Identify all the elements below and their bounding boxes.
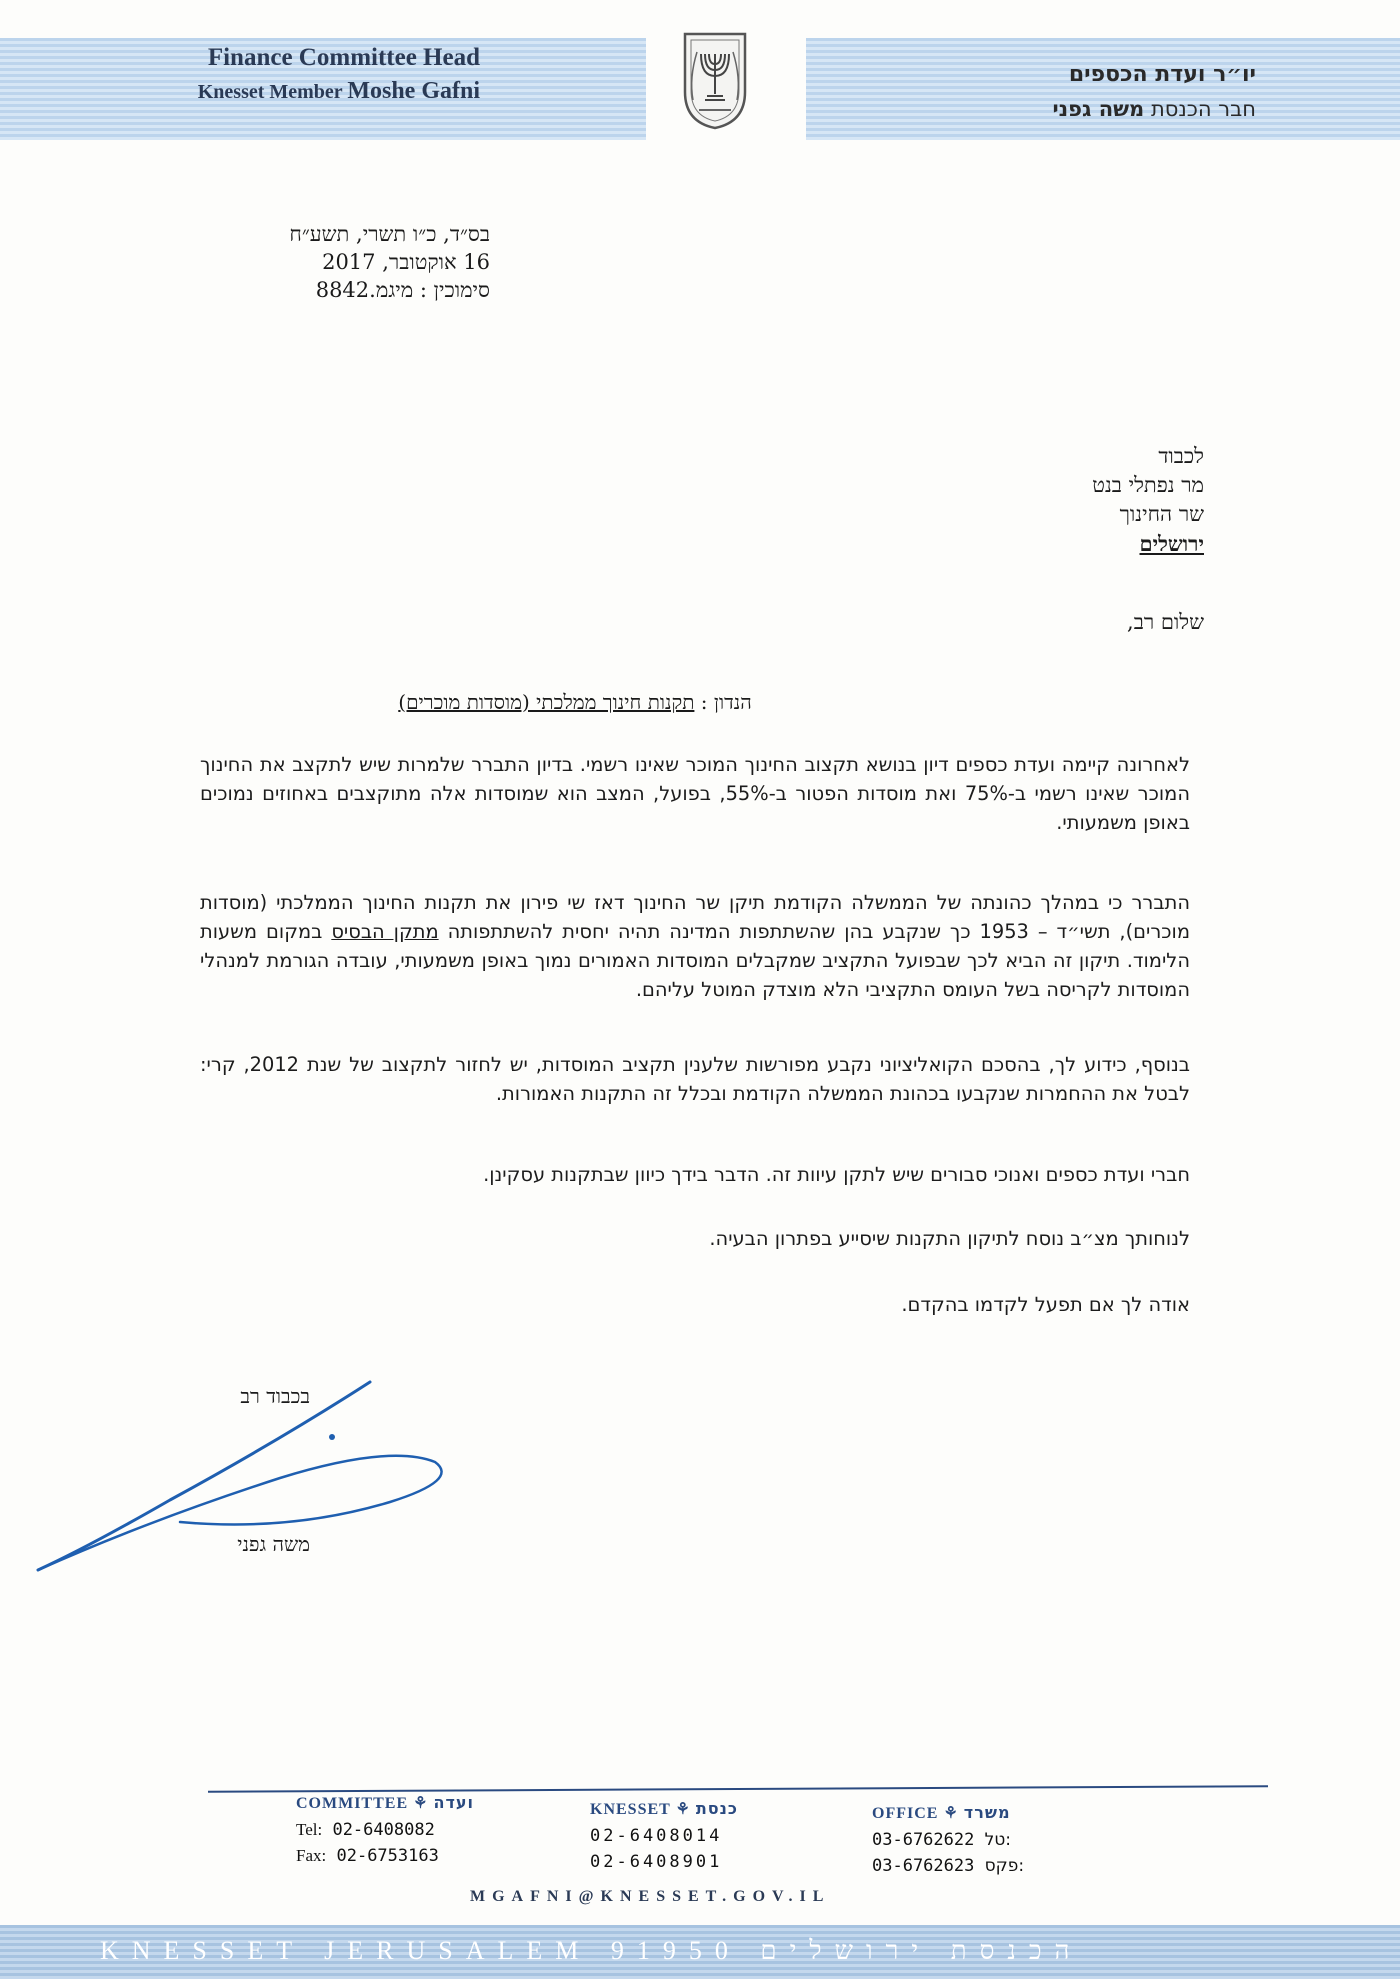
- body-paragraph-6: אודה לך אם תפעל לקדמו בהקדם.: [901, 1293, 1190, 1316]
- footer-knesset-phone-1: 02-6408014: [590, 1826, 723, 1846]
- footer-committee-fax-number: 02-6753163: [336, 1846, 439, 1866]
- footer-committee-fax-label: Fax:: [296, 1846, 327, 1865]
- footer-band-text: KNESSET JERUSALEM 91950 הכנסת ירושלים: [100, 1936, 1083, 1965]
- letterhead-he-subtitle-prefix: חבר הכנסת: [1150, 97, 1256, 121]
- footer-committee-title-en: COMMITTEE: [296, 1795, 409, 1812]
- footer-committee-title: [296, 1790, 474, 1817]
- body-paragraph-2: [200, 888, 1190, 1004]
- footer-knesset-title-he: כנסת: [695, 1799, 738, 1818]
- footer-office-tel: [872, 1827, 1024, 1853]
- footer-committee: [296, 1790, 474, 1869]
- letterhead-he-title: יו״ר ועדת הכספים: [1068, 62, 1256, 87]
- body-paragraph-1: לאחרונה קיימה ועדת כספים דיון בנושא תקצוב החינוך המוכר שאינו רשמי. בדיון התברר שלמרות שיש לתקצב את החינוך המוכר שאינו רשמי ב-75% ואת מוסדות הפטור ב-55%, בפועל, המצב הוא שמוסדות אלה מתוקצבים באחוזים נמוכים באופן משמעותי.: [200, 753, 1190, 834]
- footer-office-tel-label: טל:: [984, 1830, 1012, 1850]
- body-paragraph-2-end: במקום משעות הלימוד. תיקון זה הביא לכך שבפועל התקציב שמקבלים המוסדות האמורים נמוך באופן משמעותי, עובדה הגורמת למנהלי המוסדות לקריסה בשל העומס התקציבי הלא מוצדק המוטל עליהם.: [200, 920, 1190, 1001]
- menorah-emblem-icon: [681, 30, 749, 130]
- letterhead-english: [160, 44, 480, 105]
- body-paragraph-3: בנוסף, כידוע לך, בהסכם הקואליציוני נקבע מפורשות שלענין תקציב המוסדות, יש לחזור לתקצוב של שנת 2012, קרי: לבטל את ההחמרות שנקבעו בכהונת הממשלה הקודמת ובכלל זה התקנות האמורות.: [200, 1053, 1191, 1105]
- body-paragraph-5: לנוחותך מצ״ב נוסח לתיקון התקנות שיסייע בפתרון הבעיה.: [709, 1227, 1190, 1250]
- handwritten-signature: [30, 1370, 450, 1590]
- greeting: שלום רב,: [1127, 610, 1204, 634]
- addressee-line-honorific: לכבוד: [1158, 444, 1204, 468]
- addressee-block: [1092, 442, 1204, 558]
- footer-committee-tel-number: 02-6408082: [332, 1820, 435, 1840]
- body-paragraph-4: חברי ועדת כספים ואנוכי סבורים שיש לתקן עיוות זה. הדבר בידך כיוון שבתקנות עסקינן.: [483, 1163, 1190, 1186]
- footer-office-title: [872, 1800, 1024, 1827]
- footer-knesset-title: [590, 1796, 738, 1823]
- footer-office-title-en: OFFICE: [872, 1805, 939, 1822]
- footer-committee-title-he: ועדה: [433, 1793, 475, 1812]
- footer-knesset: [590, 1796, 738, 1875]
- footer-knesset-title-en: KNESSET: [590, 1801, 671, 1818]
- footer-knesset-leaf-icon: ⚘: [675, 1801, 691, 1818]
- letterhead-he-subtitle: [1052, 97, 1256, 121]
- letterhead-en-subtitle: [160, 78, 480, 105]
- letterhead-en-subtitle-name: Moshe Gafni: [347, 78, 480, 104]
- footer-office: [872, 1800, 1024, 1879]
- addressee-line-city: ירושלים: [1139, 531, 1204, 556]
- letterhead-he-subtitle-name: משה גפני: [1052, 97, 1145, 121]
- footer-office-title-he: משרד: [963, 1803, 1011, 1822]
- addressee-line-name: מר נפתלי בנט: [1092, 473, 1204, 497]
- hebrew-date: בס״ד, כ״ו תשרי, תשע״ח: [289, 222, 490, 246]
- body-paragraph-2-underlined: מתקן הבסיס: [331, 920, 439, 943]
- footer-knesset-phone-2: 02-6408901: [590, 1852, 723, 1872]
- footer-office-fax-label: פקס:: [984, 1856, 1025, 1876]
- body-paragraph-2-start: התברר כי במהלך כהונתה של הממשלה הקודמת תיקן שר החינוך דאז שי פירון את תקנות החינוך הממלכתי (מוסדות מוכרים), תשי״ד – 1953 כך שנקבע בהן שהשתתפות המדינה תהיה יחסית להשתתפותה: [200, 891, 1190, 943]
- footer-email: MGAFNI@KNESSET.GOV.IL: [470, 1888, 831, 1905]
- footer-committee-tel: [296, 1817, 474, 1843]
- footer-committee-fax: [296, 1843, 474, 1869]
- subject-line: [200, 690, 950, 715]
- subject-text: תקנות חינוך ממלכתי (מוסדות מוכרים): [398, 690, 695, 714]
- letterhead-en-title: Finance Committee Head: [207, 44, 480, 71]
- letterhead-en-subtitle-prefix: Knesset Member: [197, 81, 343, 103]
- footer-office-fax: [872, 1853, 1024, 1879]
- footer-committee-tel-label: Tel:: [296, 1820, 323, 1839]
- reference-number: סימוכין : מיגמ.8842: [315, 278, 490, 302]
- subject-label: הנדון :: [700, 690, 752, 714]
- footer-committee-leaf-icon: ⚘: [413, 1795, 429, 1812]
- letterhead-hebrew: [1052, 62, 1256, 121]
- signature-name: משה גפני: [237, 1532, 310, 1556]
- footer-office-leaf-icon: ⚘: [943, 1805, 959, 1822]
- date-block: [180, 220, 490, 304]
- gregorian-date: 16 אוקטובר, 2017: [322, 250, 490, 274]
- signature-closing: בכבוד רב: [240, 1384, 310, 1408]
- footer-office-tel-number: 03-6762622: [872, 1830, 975, 1850]
- addressee-line-title: שר החינוך: [1119, 502, 1204, 526]
- footer-office-fax-number: 03-6762623: [872, 1856, 975, 1876]
